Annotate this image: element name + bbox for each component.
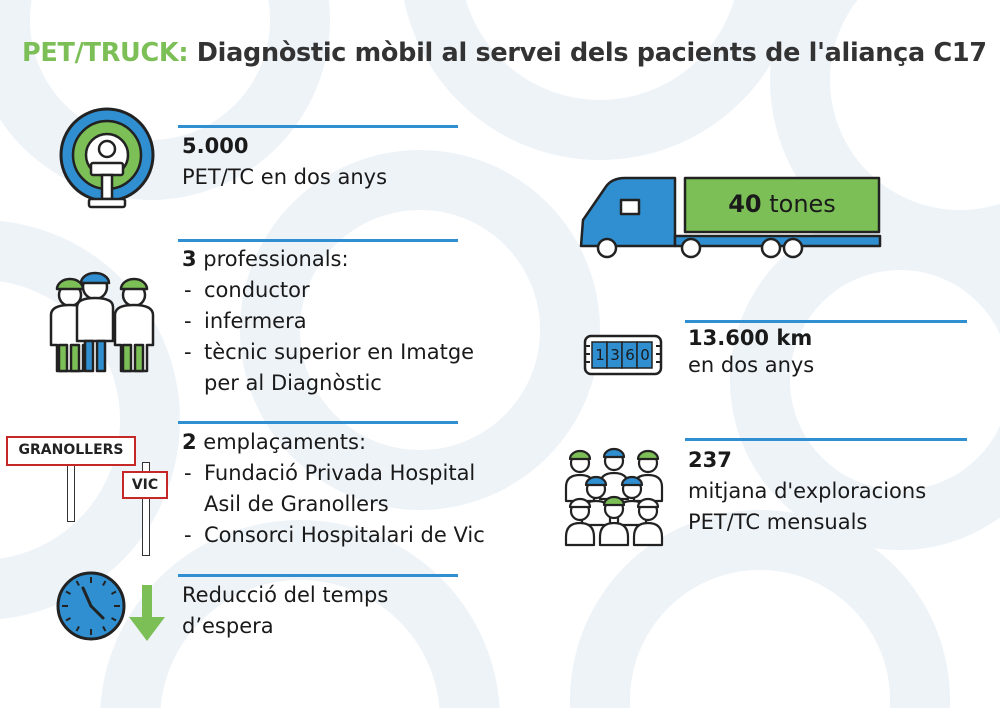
- staff-list: [182, 275, 474, 368]
- monthly-value: 237: [688, 448, 732, 472]
- monthly-divider: [685, 438, 967, 441]
- distance-label: en dos anys: [688, 353, 815, 377]
- patients-icon: [562, 445, 667, 548]
- truck-weight: [686, 178, 878, 230]
- waiting-line-1: Reducció del temps: [182, 583, 389, 607]
- title-highlight: PET/TRUCK:: [22, 38, 189, 68]
- title-rest: Diagnòstic mòbil al servei dels pacients de l'aliança C17: [188, 38, 987, 68]
- truck-unit: tones: [761, 190, 836, 218]
- locations-list: [182, 458, 485, 489]
- odometer-digit: 0: [640, 346, 650, 364]
- monthly-line-1: mitjana d'exploracions: [688, 479, 927, 503]
- list-item: - Consorci Hospitalari de Vic: [182, 520, 485, 551]
- professionals-icon: [45, 265, 160, 377]
- distance-divider: [685, 320, 967, 323]
- list-item-continuation: per al Diagnòstic: [204, 371, 382, 395]
- list-item-continuation: Asil de Granollers: [204, 492, 389, 516]
- locations-divider: [178, 421, 458, 424]
- odometer-digit: 3: [610, 346, 620, 364]
- exams-value: 5.000: [182, 134, 249, 158]
- vic-sign: VIC: [122, 471, 168, 499]
- distance-text: [688, 325, 814, 379]
- pet-scanner-icon: [55, 105, 160, 215]
- monthly-text: [688, 445, 926, 538]
- locations-text: [182, 427, 485, 551]
- distance-value: 13.600 km: [688, 326, 813, 350]
- list-item: - tècnic superior en Imatge: [182, 337, 474, 368]
- odometer-digit: 6: [625, 346, 635, 364]
- page-title: [22, 38, 987, 68]
- staff-label: professionals:: [196, 247, 349, 271]
- exams-label: PET/TC en dos anys: [182, 165, 388, 189]
- waiting-text: [182, 580, 388, 642]
- odometer-digit: 1: [595, 346, 605, 364]
- truck-value: 40: [728, 190, 762, 218]
- locations-label: emplaçaments:: [196, 430, 367, 454]
- waiting-line-2: d’espera: [182, 614, 274, 638]
- locations-count: 2: [182, 430, 197, 454]
- list-item: - Fundació Privada Hospital: [182, 458, 485, 489]
- list-item: - conductor: [182, 275, 474, 306]
- monthly-line-2: PET/TC mensuals: [688, 510, 868, 534]
- granollers-sign: GRANOLLERS: [6, 436, 136, 466]
- staff-divider: [178, 239, 458, 242]
- clock-icon: [55, 570, 127, 642]
- arrow-down-icon: [127, 585, 167, 643]
- staff-count: 3: [182, 247, 197, 271]
- waiting-divider: [178, 574, 458, 577]
- staff-text: [182, 244, 474, 399]
- exams-divider: [178, 125, 458, 128]
- exams-text: [182, 131, 387, 193]
- list-item: - infermera: [182, 306, 474, 337]
